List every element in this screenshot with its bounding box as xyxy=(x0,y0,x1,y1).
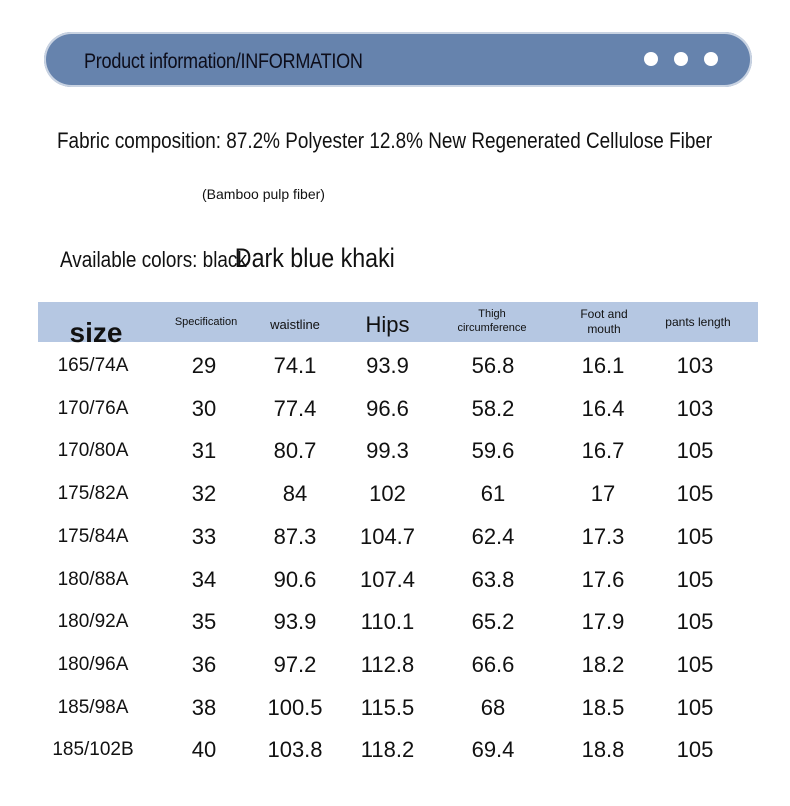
cell-specification: 40 xyxy=(191,737,217,763)
cell-pants-length: 105 xyxy=(676,523,714,549)
dot-icon xyxy=(644,52,658,66)
header-thigh: Thigh circumference xyxy=(457,308,527,334)
fabric-composition: Fabric composition: 87.2% Polyester 12.8% New Regenerated Cellulose Fiber xyxy=(57,128,713,153)
table-row xyxy=(38,644,758,686)
header-specification: Specification xyxy=(174,316,238,328)
cell-waistline: 103.8 xyxy=(267,737,323,763)
size-table-header xyxy=(38,302,758,348)
page-title: Product information/INFORMATION xyxy=(84,50,363,73)
cell-size: 175/84A xyxy=(57,525,129,547)
cell-waistline: 87.3 xyxy=(273,523,317,549)
cell-size: 185/98A xyxy=(57,696,129,718)
cell-hips: 115.5 xyxy=(360,694,415,720)
dot-icon xyxy=(674,52,688,66)
cell-specification: 33 xyxy=(191,523,217,549)
cell-thigh: 66.6 xyxy=(471,651,515,677)
cell-hips: 93.9 xyxy=(366,353,409,378)
cell-foot-mouth: 17.9 xyxy=(581,609,625,635)
header-pants-length: pants length xyxy=(665,314,731,329)
header-foot-mouth: Foot and mouth xyxy=(580,307,628,336)
cell-pants-length: 105 xyxy=(676,438,714,464)
cell-pants-length: 105 xyxy=(676,609,714,635)
cell-size: 175/82A xyxy=(57,483,129,505)
cell-foot-mouth: 18.5 xyxy=(581,694,625,720)
cell-pants-length: 105 xyxy=(676,481,714,507)
cell-hips: 107.4 xyxy=(359,566,416,592)
cell-foot-mouth: 17 xyxy=(590,481,616,507)
table-row xyxy=(38,729,758,771)
cell-thigh: 59.6 xyxy=(471,438,515,464)
cell-thigh: 62.4 xyxy=(471,523,515,549)
cell-waistline: 93.9 xyxy=(273,609,317,635)
cell-hips: 104.7 xyxy=(359,523,416,549)
cell-waistline: 74.1 xyxy=(273,353,317,378)
cell-hips: 96.6 xyxy=(366,395,409,421)
cell-size: 170/80A xyxy=(57,440,129,462)
cell-foot-mouth: 16.1 xyxy=(581,353,625,378)
cell-size: 185/102B xyxy=(52,739,134,761)
cell-thigh: 65.2 xyxy=(471,609,515,635)
header-size: size xyxy=(69,316,123,348)
header-waistline: waistline xyxy=(270,316,320,332)
cell-thigh: 56.8 xyxy=(471,353,515,378)
cell-specification: 38 xyxy=(191,694,217,720)
cell-waistline: 97.2 xyxy=(273,651,317,677)
colors-label: Available colors: black xyxy=(60,247,247,272)
cell-pants-length: 103 xyxy=(676,353,714,378)
cell-pants-length: 105 xyxy=(676,694,714,720)
cell-specification: 34 xyxy=(191,566,217,592)
cell-foot-mouth: 16.4 xyxy=(581,395,625,421)
cell-specification: 32 xyxy=(191,481,217,507)
cell-thigh: 69.4 xyxy=(471,737,515,763)
cell-thigh: 68 xyxy=(480,694,506,720)
cell-thigh: 63.8 xyxy=(471,566,515,592)
cell-specification: 36 xyxy=(191,651,217,677)
cell-size: 180/88A xyxy=(57,568,129,590)
table-row xyxy=(38,516,758,558)
dots-decoration xyxy=(644,52,718,66)
cell-foot-mouth: 18.8 xyxy=(581,737,625,763)
cell-specification: 31 xyxy=(191,438,217,464)
header-banner xyxy=(44,32,752,87)
cell-thigh: 58.2 xyxy=(471,395,515,421)
cell-foot-mouth: 16.7 xyxy=(581,438,625,464)
cell-waistline: 80.7 xyxy=(273,438,317,464)
cell-pants-length: 105 xyxy=(676,566,714,592)
table-row xyxy=(38,345,758,387)
cell-size: 170/76A xyxy=(57,397,129,419)
cell-foot-mouth: 18.2 xyxy=(581,651,625,677)
cell-hips: 99.3 xyxy=(366,438,409,464)
available-colors xyxy=(60,243,395,274)
cell-pants-length: 105 xyxy=(676,737,714,763)
cell-waistline: 90.6 xyxy=(273,566,317,592)
table-row xyxy=(38,473,758,515)
fabric-note: (Bamboo pulp fiber) xyxy=(202,186,325,202)
cell-pants-length: 105 xyxy=(676,651,714,677)
table-row xyxy=(38,601,758,643)
cell-specification: 35 xyxy=(191,609,217,635)
cell-specification: 30 xyxy=(191,395,217,421)
cell-hips: 112.8 xyxy=(360,651,415,677)
dot-icon xyxy=(704,52,718,66)
cell-waistline: 84 xyxy=(282,481,308,507)
cell-waistline: 100.5 xyxy=(267,694,323,720)
colors-values: Dark blue khaki xyxy=(234,243,395,273)
cell-hips: 118.2 xyxy=(360,737,415,763)
table-row xyxy=(38,388,758,430)
cell-pants-length: 103 xyxy=(676,395,714,421)
cell-size: 165/74A xyxy=(57,355,129,376)
cell-size: 180/92A xyxy=(57,611,129,633)
table-row xyxy=(38,687,758,729)
cell-foot-mouth: 17.6 xyxy=(581,566,625,592)
cell-hips: 102 xyxy=(369,481,406,507)
table-row xyxy=(38,430,758,472)
table-row xyxy=(38,559,758,601)
header-hips: Hips xyxy=(365,312,410,338)
cell-size: 180/96A xyxy=(57,653,129,675)
cell-foot-mouth: 17.3 xyxy=(581,523,625,549)
cell-specification: 29 xyxy=(191,353,217,378)
cell-thigh: 61 xyxy=(480,481,506,507)
cell-waistline: 77.4 xyxy=(273,395,317,421)
cell-hips: 110.1 xyxy=(360,609,415,635)
